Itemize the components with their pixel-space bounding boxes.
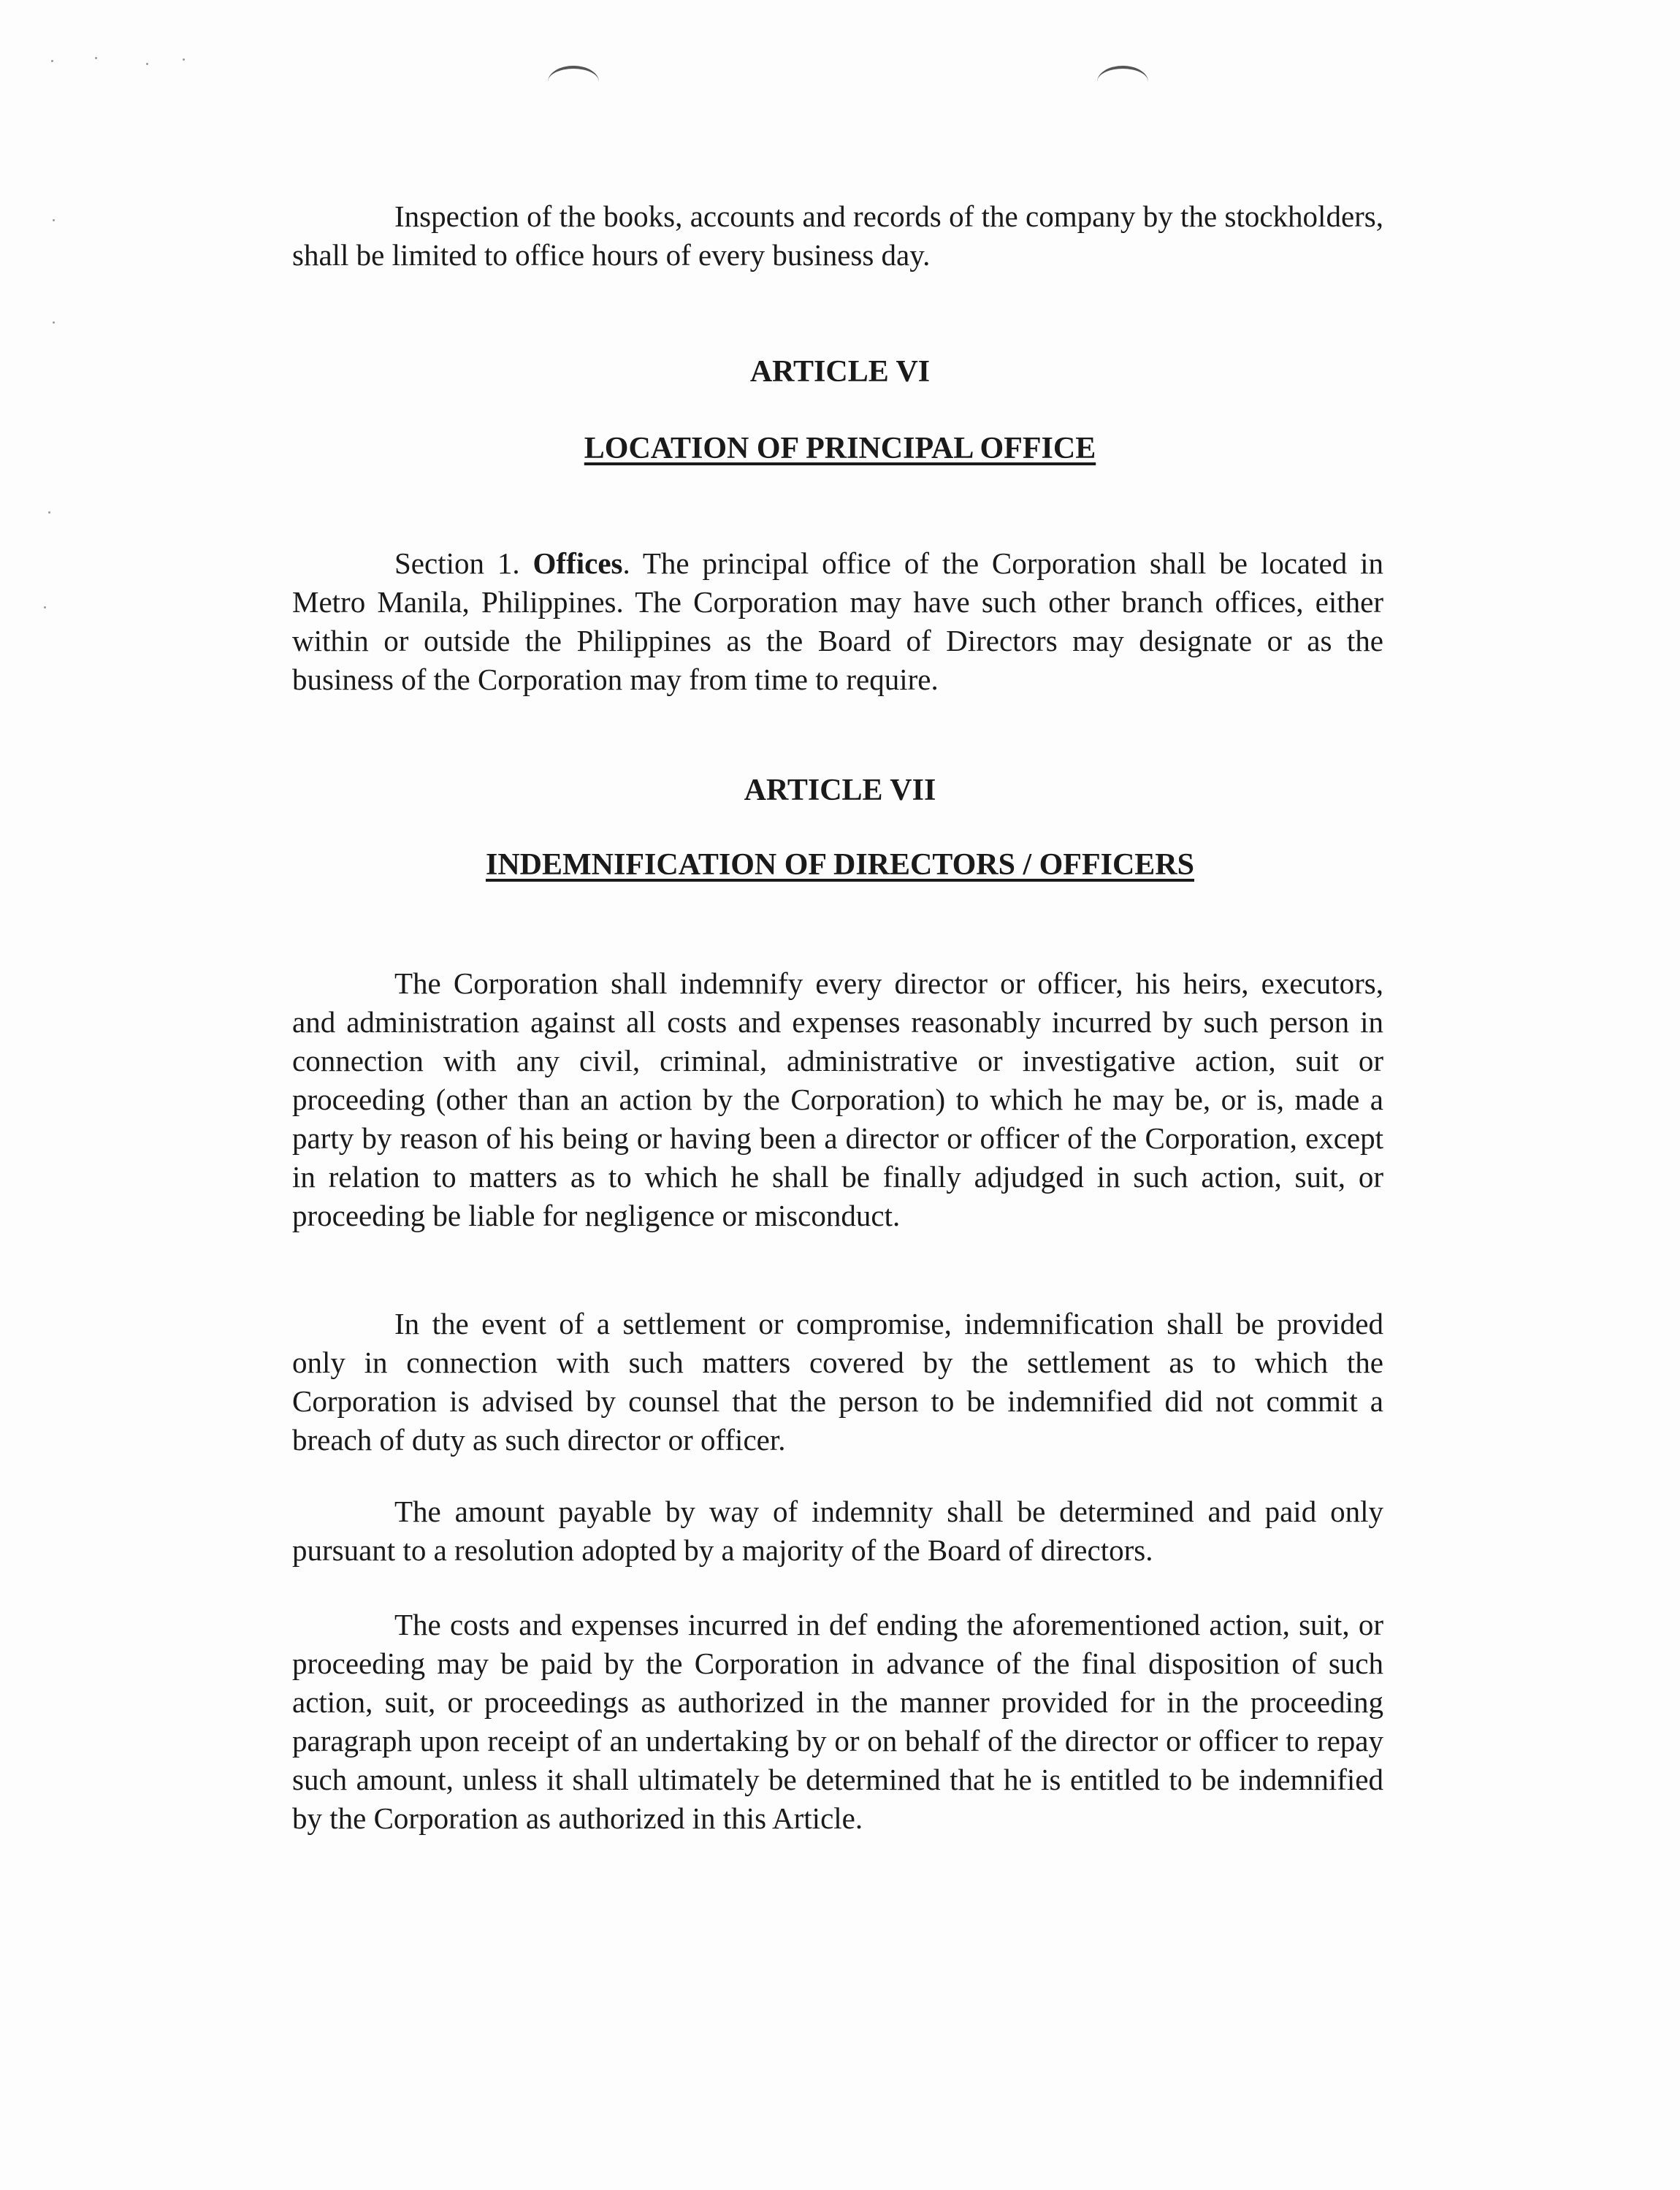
inspection-paragraph: Inspection of the books, accounts and records of the company by the stockholders, shall be limited to office hours of every business day. bbox=[292, 199, 1383, 272]
scan-speck bbox=[53, 219, 55, 221]
scan-speck bbox=[44, 606, 46, 608]
scan-speck bbox=[183, 58, 185, 61]
scan-mark bbox=[1097, 66, 1148, 98]
settlement-paragraph: In the event of a settlement or compromise, indemnification shall be provided only in connection with such matters covered by the settlement as to which the Corporation is advised by counsel that the person to be indemnified did not commit a breach of duty as such director or officer. bbox=[292, 1307, 1383, 1457]
scan-speck bbox=[146, 63, 148, 65]
article-vi-title-text: LOCATION OF PRINCIPAL OFFICE bbox=[584, 432, 1096, 465]
scan-speck bbox=[51, 60, 53, 62]
costs-paragraph: The costs and expenses incurred in def ending the aforementioned action, suit, or proceeding may be paid by the Corporation in advance of the final disposition of such action, suit, or proceedings as authorized in the manner provided for in the proceeding paragraph upon receipt of an undertaking by or on behalf of the director or officer to repay such amount, unless it shall ultimately be determined that he is entitled to be indemnified by the Corporation as authorized in this Article. bbox=[292, 1608, 1383, 1835]
scan-speck bbox=[95, 57, 97, 59]
article-vii-title bbox=[0, 847, 1680, 882]
section-label: Section 1. bbox=[394, 546, 520, 580]
article-vii-heading: ARTICLE VII bbox=[744, 774, 936, 807]
scan-mark bbox=[548, 66, 599, 98]
offices-body: . The principal office of the Corporation shall be located in Metro Manila, Philippines. The Corporation may have such other branch offices, either within or outside the Philippines as the Board of Directors may designate or as the business of the Corporation may from time to require. bbox=[292, 546, 1384, 696]
indemnify-paragraph: The Corporation shall indemnify every director or officer, his heirs, executors, and administration against all costs and expenses reasonably incurred by such person in connection with any civil, criminal, administrative or investigative action, suit or proceeding (other than an action by the Corporation) to which he may be, or is, made a party by reason of his being or having been a director or officer of the Corporation, except in relation to matters as to which he shall be finally adjudged in such action, suit, or proceeding be liable for negligence or misconduct. bbox=[292, 966, 1383, 1232]
section-title-offices: Offices bbox=[532, 546, 623, 580]
article-vii-title-text: INDEMNIFICATION OF DIRECTORS / OFFICERS bbox=[486, 848, 1194, 882]
amount-paragraph: The amount payable by way of indemnity shall be determined and paid only pursuant to a resolution adopted by a majority of the Board of directors. bbox=[292, 1495, 1383, 1567]
article-vi-heading: ARTICLE VI bbox=[749, 355, 931, 389]
scan-speck bbox=[48, 511, 50, 514]
offices-paragraph bbox=[292, 544, 1383, 699]
article-vi-title bbox=[0, 431, 1680, 466]
scan-speck bbox=[53, 321, 55, 324]
